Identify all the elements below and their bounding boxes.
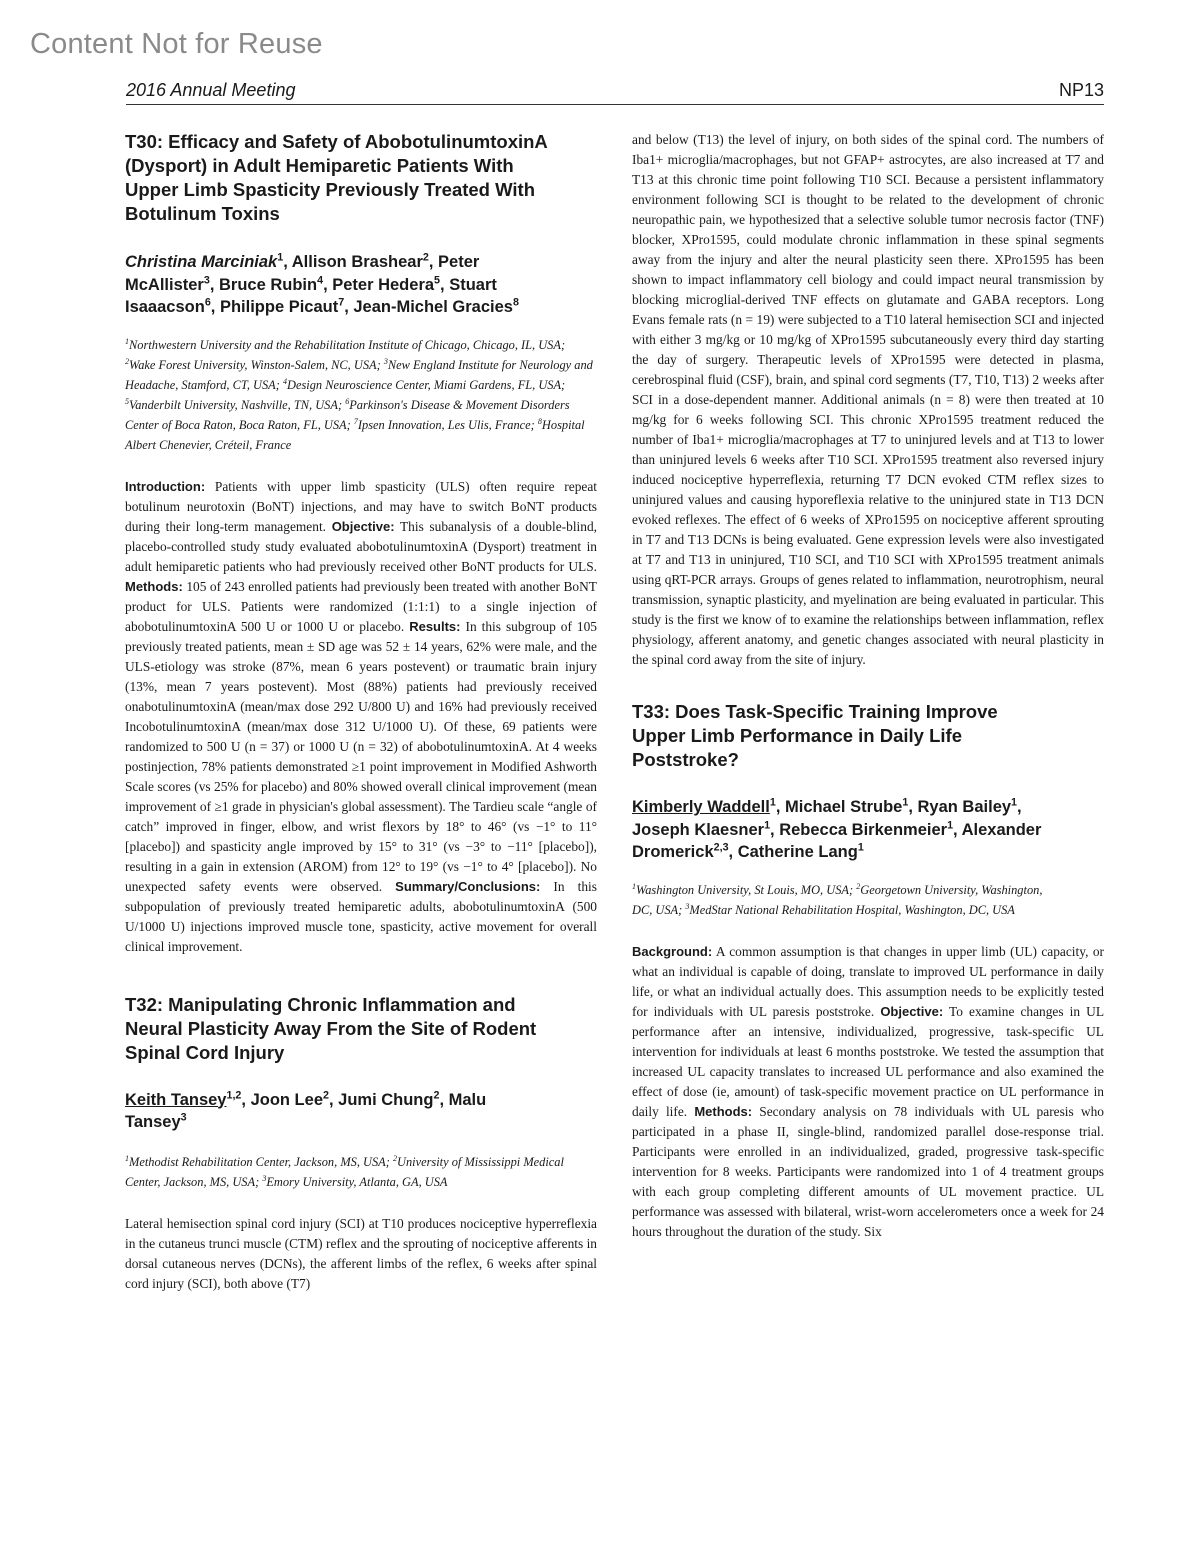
affiliation-text: Northwestern University and the Rehabilitation Institute of Chicago, Chicago, IL, USA;	[129, 337, 566, 352]
affiliation-text: MedStar National Rehabilitation Hospital, Washington, DC, USA	[689, 902, 1015, 917]
affiliation-text: Vanderbilt University, Nashville, TN, USA;	[129, 397, 343, 412]
affiliation-text: Hospital Albert Chenevier, Créteil, France	[125, 417, 585, 452]
right-column	[632, 130, 1104, 1242]
affiliation-sup: 5	[125, 396, 130, 406]
affiliation-sup: 1	[125, 336, 130, 346]
t32-body-continued: and below (T13) the level of injury, on both sides of the spinal cord. The numbers of Iba1+ microglia/macrophages, but not GFAP+ astrocytes, are also increased at T7 and T13 at this chronic time point following T10 SCI. Because a persistent inflammatory environment following SCI is thought to be related to the development of chronic neuropathic pain, we hypothesized that a selective soluble tumor necrosis factor (TNF) blocker, XPro1595, could modulate chronic inflammation in these spinal segments away from the injury and alter the neural plasticity seen there. XPro1595 has been shown to impact inflammatory cell biology and could impact neural transmission by blocking microglial-derived TNF effects on glutamate and GABA receptors. Long Evans female rats (n = 19) were subjected to a T10 lateral hemisection SCI and injected with either 3 mg/kg or 10 mg/kg of XPro1595 subcutaneously every third day starting the day of surgery. Therapeutic levels of XPro1595 were detected in plasma, cerebrospinal fluid (CSF), brain, and spinal cord segments (T7, T10, T13) 2 weeks after SCI in a dose-dependent manner. Additional animals (n = 8) were then treated at 10 mg/kg for 6 weeks following SCI. This chronic XPro1595 treatment reduced the number of Iba1+ microglia/macrophages at T7 to uninjured levels and at T13 to lower than uninjured levels 6 weeks after T10 SCI. XPro1595 treatment also reversed injury induced nociceptive hyperreflexia, returning T7 DCN evoked CTM reflex sizes to uninjured values and causing hyporeflexia relative to the uninjured state in T13 DCN evoked reflexes. The effect of 6 weeks of XPro1595 on nociceptive afferent sprouting in T7 and T13 DCNs is being evaluated. Gene expression levels were also investigated at T7 and T13 in uninjured, T10 SCI, and T10 SCI with XPro1595 treatment animals using qRT-PCR arrays. Groups of genes related to inflammation, neurotrophism, neural transmission, synaptic plasticity, and myelination are being evaluated in particular. This study is the first we know of to examine the relationships between inflammation, reflex physiology, afferent anatomy, and genetic changes associated with neural plasticity in the spinal cord away from the site of injury.	[632, 132, 1104, 667]
author-sup: 1	[277, 251, 284, 264]
author-sup: 4	[317, 274, 324, 286]
t30-authors: Christina Marciniak$^1$, Allison Brashear$^2$, Peter McAllister$^3$, Bruce Rubin$^4$, Peter Hedera$^5$, Stuart Isaaacson$^6$, Philippe Picaut$^7$, Jean-Michel Gracies$^8$	[125, 251, 519, 316]
affiliation-sup: 2	[392, 1153, 398, 1163]
t30-affiliations	[125, 335, 597, 455]
running-head	[126, 80, 1104, 105]
author-sup: 3	[203, 274, 210, 286]
author-sup: 7	[338, 296, 345, 309]
author-name: Peter McAllister	[125, 253, 480, 294]
affiliation-text: Parkinson's Disease & Movement Disorders Center of Boca Raton, Boca Raton, FL, USA;	[125, 397, 570, 432]
affiliation-text: Washington University, St Louis, MO, USA;	[636, 882, 854, 897]
author-sup: 2	[433, 1089, 440, 1101]
affiliation-text: Wake Forest University, Winston-Salem, NC, USA;	[129, 357, 381, 372]
affiliation-text: University of Mississippi Medical Center, Jackson, MS, USA;	[125, 1154, 564, 1189]
t32-authors: Keith Tansey$^{1,2}$, Joon Lee$^2$, Jumi Chung$^2$, Malu Tansey$^3$	[125, 1089, 487, 1131]
affiliation-text: Ipsen Innovation, Les Ulis, France;	[357, 417, 535, 432]
affiliation-text: Design Neuroscience Center, Miami Gardens, FL, USA;	[287, 377, 566, 392]
section-text: To examine changes in UL performance after an intensive, individualized, progressive, task-specific UL intervention for individuals at least 6 months poststroke. We tested the assumption that increased UL capacity translates to increased UL performance and also examined the effect of dose (ie, amount) of task-specific movement practice on UL performance in daily life.	[632, 1003, 1104, 1119]
author-name: Alexander Dromerick	[632, 820, 1042, 861]
left-column	[125, 130, 597, 1294]
section-label: Background:	[632, 943, 713, 959]
affiliation-sup: 3	[685, 901, 690, 911]
author-sup: 1	[857, 841, 864, 854]
affiliation-sup: 4	[282, 376, 288, 386]
author-sup: 6	[204, 296, 211, 309]
affiliation-sup: 2	[125, 356, 130, 366]
t32-body-start: Lateral hemisection spinal cord injury (SCI) at T10 produces nociceptive hyperreflexia in the cutaneus trunci muscle (CTM) reflex and the sprouting of nociceptive afferents in dorsal cutaneous nerves (DCNs), the afferent limbs of the reflex, 6 weeks after spinal cord injury (SCI), both above (T7)	[125, 1215, 597, 1291]
section-label: Methods:	[694, 1103, 753, 1119]
author-name: Joseph Klaesner	[632, 820, 765, 839]
affiliation-sup: 6	[345, 396, 350, 406]
author-name: Allison Brashear	[291, 253, 423, 271]
author-sup: 1,2	[226, 1089, 242, 1101]
section-text: Secondary analysis on 78 individuals with UL paresis who participated in a phase II, single-blind, randomized parallel dose-response trial. Participants were enrolled in an individualized, graded, progressive task-specific intervention for 8 weeks. Participants were randomized into 1 of 4 treatment groups with each group completing different amounts of UL movement practice. UL performance was assessed with bilateral, wrist-worn accelerometers once a week for 24 hours throughout the duration of the study. Six	[632, 1103, 1104, 1239]
author-name: Keith Tansey	[125, 1090, 227, 1109]
author-sup: 3	[180, 1111, 187, 1124]
section-label: Methods:	[125, 578, 183, 594]
affiliation-text: Methodist Rehabilitation Center, Jackson, MS, USA;	[129, 1154, 390, 1169]
section-text: This subanalysis of a double-blind, placebo-controlled study study evaluated abobotulinumtoxinA (Dysport) treatment in adult hemiparetic patients who had previously received other BoNT products for ULS.	[125, 518, 597, 574]
author-sup: 1	[764, 819, 771, 831]
author-name: Michael Strube	[784, 798, 903, 816]
section-label: Objective:	[880, 1003, 944, 1019]
affiliation-sup: 8	[537, 416, 542, 426]
author-sup: 2	[323, 1089, 329, 1101]
affiliation-sup: 1	[125, 1153, 130, 1163]
affiliation-text: Emory University, Atlanta, GA, USA	[266, 1174, 448, 1189]
author-sup: 1	[769, 796, 776, 809]
author-name: Christina Marciniak	[125, 253, 278, 271]
author-sup: 1	[1011, 796, 1018, 809]
affiliation-sup: 1	[632, 881, 637, 891]
section-label: Introduction:	[125, 478, 206, 494]
section-label: Objective:	[331, 518, 395, 534]
author-sup: 1	[947, 819, 954, 831]
section-text: A common assumption is that changes in upper limb (UL) capacity, or what an individual is capable of doing, translate to improved UL performance in daily life, or what an individual actually does. This assumption needs to be explicitly tested for individuals with UL paresis poststroke.	[632, 943, 1105, 1019]
section-text: In this subgroup of 105 previously treated patients, mean ± SD age was 52 ± 14 years, 62% were male, and the ULS-etiology was stroke (87%, mean 6 years postevent) or traumatic brain injury (13%, mean 7 years postevent). Most (88%) patients had previously received onabotulinumtoxinA (mean/max dose 292 U/800 U) and 16% had previously received IncobotulinumtoxinA (mean/max dose 312 U/1000 U). Of these, 69 patients were randomized to 500 U (n = 37) or 1000 U (n = 32) of abobotulinumtoxinA. At 4 weeks postinjection, 78% patients demonstrated ≥1 point improvement in Modified Ashworth Scale scores (vs 25% for placebo) and 80% showed overall clinical improvement (mean improvement of ≥1 grade in physician's global assessment). The Tardieu scale “angle of catch” improved in finger, elbow, and wrist flexors by 18° to 46° (vs −1° to 11° [placebo]) and spasticity angle improved by 15° to 31° (vs −3° to −11° [placebo]), resulting in a gain in extension (AROM) from 12° to 19° (vs −1° to 4° [placebo]). No unexpected safety events were observed.	[125, 618, 597, 894]
watermark: Content Not for Reuse	[30, 28, 323, 60]
t32-affiliations	[125, 1152, 597, 1192]
author-name: Peter Hedera	[332, 275, 435, 294]
affiliation-text: New England Institute for Neurology and Headache, Stamford, CT, USA;	[125, 357, 593, 392]
t33-abstract	[632, 942, 1104, 1242]
affiliation-sup: 7	[353, 416, 358, 426]
author-name: Joon Lee	[250, 1090, 323, 1109]
author-name: Jumi Chung	[338, 1090, 434, 1109]
affiliation-text: Georgetown University, Washington, DC, USA;	[632, 882, 1043, 917]
author-name: Kimberly Waddell	[632, 798, 770, 816]
section-text: Patients with upper limb spasticity (ULS) often require repeat botulinum neurotoxin (BoNT) injections, and may have to switch BoNT products during their long-term management.	[125, 478, 597, 534]
meeting-name: 2016 Annual Meeting	[126, 80, 296, 100]
author-name: Jean-Michel Gracies	[353, 298, 513, 316]
t30-abstract	[125, 477, 597, 957]
section-text: 105 of 243 enrolled patients had previously been treated with another BoNT product for ULS. Patients were randomized (1:1:1) to a single injection of abobotulinumtoxinA 500 U or 1000 U or placebo.	[125, 578, 597, 634]
affiliation-sup: 2	[856, 881, 861, 891]
page-id: NP13	[1058, 80, 1104, 100]
section-text: In this subpopulation of previously treated hemiparetic adults, abobotulinumtoxinA (500 U/1000 U) injections improved muscle tone, spasticity, active movement for overall clinical improvement.	[125, 878, 597, 954]
affiliation-sup: 3	[383, 356, 388, 366]
t33-authors: Kimberly Waddell$^1$, Michael Strube$^1$, Ryan Bailey$^1$, Joseph Klaesner$^1$, Rebecca Birkenmeier$^1$, Alexander Dromerick$^{2,3}$, Catherine Lang$^1$	[632, 796, 1042, 861]
author-name: Bruce Rubin	[219, 275, 318, 294]
affiliation-sup: 3	[262, 1173, 267, 1183]
author-sup: 2,3	[713, 841, 729, 854]
author-name: Philippe Picaut	[219, 298, 339, 316]
author-sup: 5	[434, 274, 441, 286]
author-sup: 1	[902, 796, 909, 809]
t30-title: T30: Efficacy and Safety of AbobotulinumtoxinA (Dysport) in Adult Hemiparetic Patients With Upper Limb Spasticity Previously Treated With Botulinum Toxins	[125, 131, 548, 224]
author-sup: 8	[512, 296, 519, 309]
section-label: Results:	[409, 618, 461, 634]
author-name: Malu Tansey	[125, 1090, 487, 1131]
author-sup: 2	[422, 251, 429, 264]
author-name: Stuart Isaaacson	[125, 275, 497, 316]
t33-affiliations	[632, 880, 1062, 920]
author-name: Catherine Lang	[737, 843, 858, 861]
author-name: Rebecca Birkenmeier	[779, 820, 948, 839]
t32-title: T32: Manipulating Chronic Inflammation and Neural Plasticity Away From the Site of Rodent Spinal Cord Injury	[125, 993, 537, 1063]
section-label: Summary/Conclusions:	[395, 878, 541, 894]
t33-title: T33: Does Task-Specific Training Improve Upper Limb Performance in Daily Life Poststroke?	[632, 701, 998, 770]
author-name: Ryan Bailey	[917, 798, 1012, 816]
